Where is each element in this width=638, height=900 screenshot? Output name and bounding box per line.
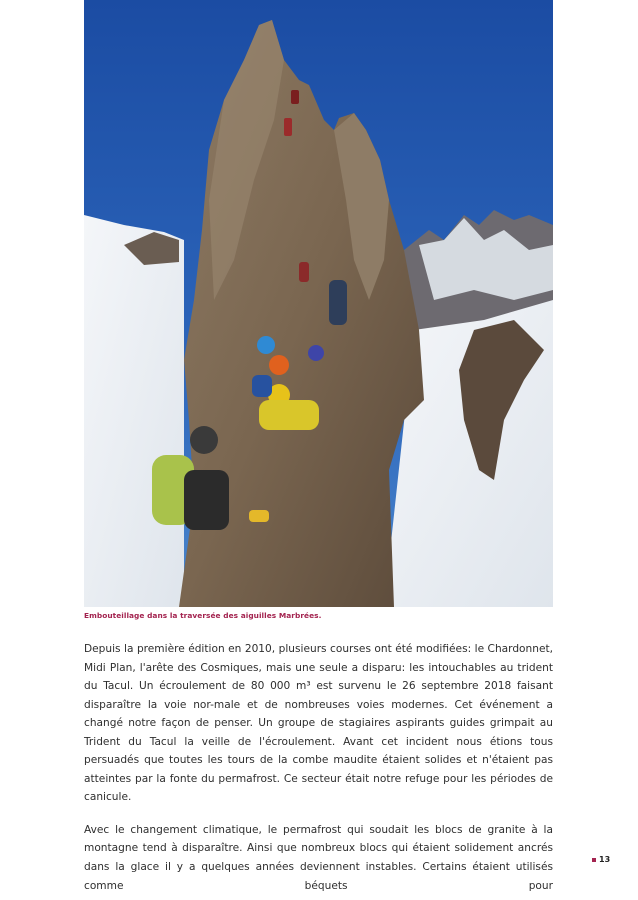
photo-caption: Embouteillage dans la traversée des aiguilles Marbrées. xyxy=(84,611,322,620)
article-paragraph-1: Depuis la première édition en 2010, plusieurs courses ont été modifiées: le Chardonnet, Midi Plan, l'arête des Cosmiques, mais une seule a disparu: les intouchables au trident du Tacul. Un écroulement de 80 000 m³ est survenu le 26 septembre 2018 faisant disparaître la voie nor-male et de nombreuses voies modernes. Cet événement a changé notre façon de penser. Un groupe de stagiaires aspirants guides grimpait au Trident du Tacul la veille de l'écroulement. Avant cet incident nous étions tous persuadés que toutes les tours de la combe maudite étaient solides et n'étaient pas atteintes par la fonte du permafrost. Ce secteur était notre refuge pour les périodes de canicule. xyxy=(84,643,553,804)
article-body xyxy=(84,640,553,895)
page-number xyxy=(592,855,610,864)
article-photo xyxy=(84,0,553,607)
mountain-ridge-illustration xyxy=(84,0,553,607)
article-paragraph-2: Avec le changement climatique, le permafrost qui soudait les blocs de granite à la montagne tend à disparaître. Ainsi que nombreux blocs qui étaient solidement ancrés dans la glace il y a quelques années deviennent instables. Certains étaient utilisés comme béquets pour xyxy=(84,823,553,892)
square-marker-icon xyxy=(592,858,596,862)
page-number-label: 13 xyxy=(599,855,611,864)
